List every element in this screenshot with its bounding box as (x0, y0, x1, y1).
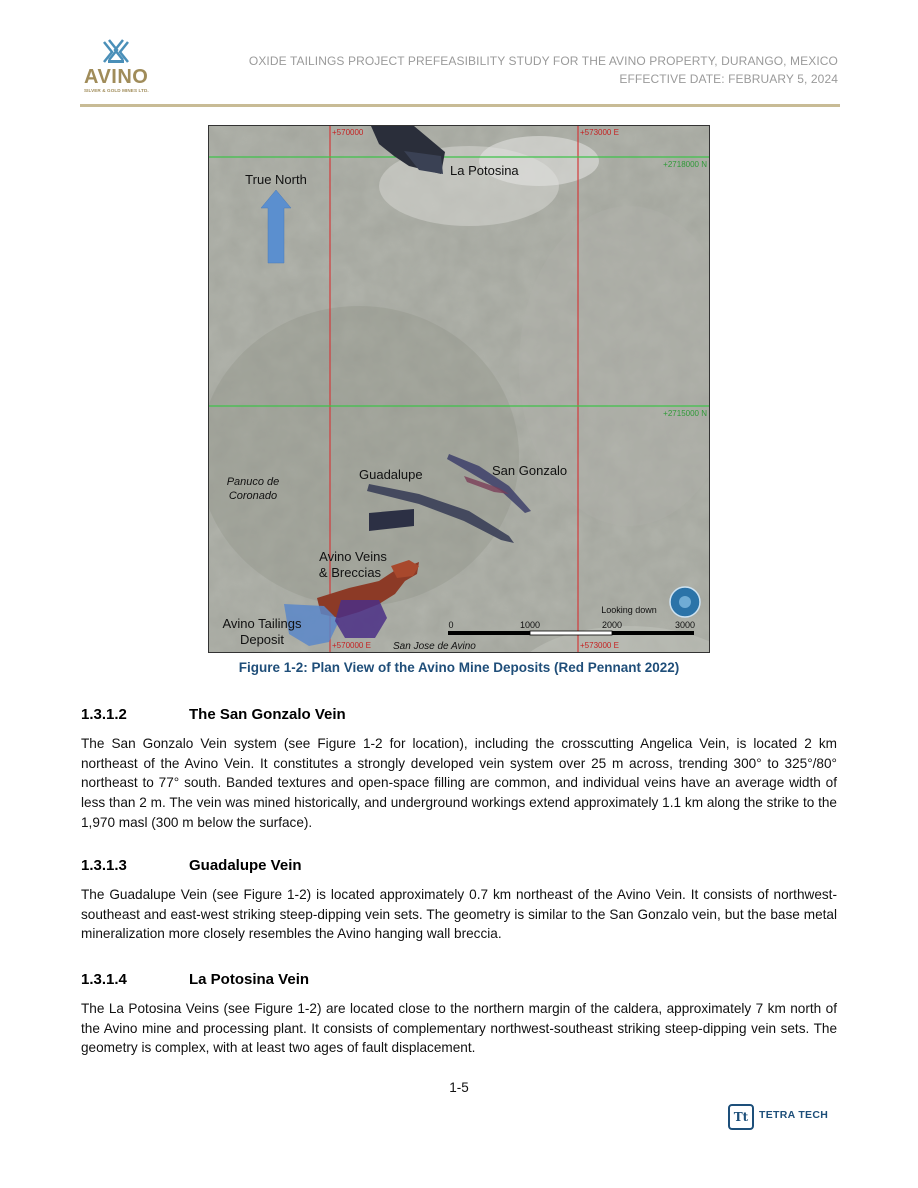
true-north-label: True North (245, 172, 307, 187)
page-number: 1-5 (449, 1080, 469, 1095)
scale-tick-0: 0 (448, 620, 454, 630)
section-heading-san-gonzalo (81, 706, 346, 723)
grid-label-n2: +2715000 N (663, 409, 707, 418)
panuco-label-line1: Panuco de (226, 476, 280, 488)
tetra-tech-logo-icon: Tt (728, 1104, 754, 1130)
looking-down-label: Looking down (601, 605, 657, 615)
plan-view-map (208, 125, 710, 653)
header-date: EFFECTIVE DATE: FEBRUARY 5, 2024 (619, 72, 838, 86)
tetra-tech-brand: TETRA TECH (759, 1109, 829, 1121)
header-divider (80, 104, 840, 107)
tailings-label-line2: Deposit (239, 632, 285, 647)
san-gonzalo-label: San Gonzalo (492, 463, 568, 478)
grid-label-n1: +2718000 N (663, 160, 707, 169)
header-title: OXIDE TAILINGS PROJECT PREFEASIBILITY STUDY FOR THE AVINO PROPERTY, DURANGO, MEXICO (248, 54, 838, 68)
scale-tick-3000: 3000 (674, 620, 696, 630)
scale-tick-1000: 1000 (519, 620, 541, 630)
section-number: 1.3.1.2 (81, 706, 127, 723)
avino-veins-label-line1: Avino Veins (319, 549, 387, 564)
section-title: The San Gonzalo Vein (189, 706, 346, 723)
guadalupe-label: Guadalupe (359, 467, 423, 482)
section-title: Guadalupe Vein (189, 857, 302, 874)
tailings-label-line1: Avino Tailings (222, 616, 302, 631)
scale-tick-2000: 2000 (601, 620, 623, 630)
panuco-label-line2: Coronado (228, 490, 278, 502)
document-header (249, 52, 838, 88)
figure-caption: Figure 1-2: Plan View of the Avino Mine Deposits (Red Pennant 2022) (238, 660, 680, 675)
la-potosina-label: La Potosina (450, 163, 519, 178)
grid-label-e1-top: +570000 (332, 128, 364, 137)
section-paragraph-san-gonzalo: The San Gonzalo Vein system (see Figure 1-2 for location), including the crosscutting Angelica Vein, is located 2 km northeast of the Avino Vein. It constitutes a strongly developed vein system over 25 m across, trending 300° to 325°/80° northeast to 77° south. Banded textures and open-space filling are common, and individual veins have an average width of less than 2 m. The vein was mined historically, and underground workings extend approximately 1.1 km along the strike to the 1,970 masl (300 m below the surface). (81, 736, 837, 830)
grid-label-e2-top: +573000 E (580, 128, 619, 137)
section-number: 1.3.1.4 (81, 971, 127, 988)
logo-name: AVINO (84, 66, 149, 88)
section-heading-guadalupe (81, 857, 302, 874)
section-heading-la-potosina (81, 971, 309, 988)
section-paragraph-guadalupe: The Guadalupe Vein (see Figure 1-2) is located approximately 0.7 km northeast of the Avino Vein. It consists of northwest-southeast and east-west striking steep-dipping vein sets. The geometry is similar to the San Gonzalo vein, but the base metal mineralization more closely resembles the Avino hanging wall breccia. (81, 887, 837, 942)
section-paragraph-la-potosina: The La Potosina Veins (see Figure 1-2) are located close to the northern margin of the caldera, approximately 7 km north of the Avino mine and processing plant. It consists of complementary northwest-southeast striking steep-dipping vein sets. The geometry is complex, with at least two ages of fault displacement. (81, 1001, 837, 1056)
section-number: 1.3.1.3 (81, 857, 127, 874)
grid-label-e1-bottom: +570000 E (332, 641, 371, 650)
scale-bar (448, 631, 694, 635)
san-jose-label: San Jose de Avino (393, 641, 476, 652)
logo-subtitle: SILVER & GOLD MINES LTD. (84, 88, 149, 93)
avino-veins-label-line2: & Breccias (318, 565, 382, 580)
section-title: La Potosina Vein (189, 971, 310, 988)
grid-label-e2-bottom: +573000 E (580, 641, 619, 650)
